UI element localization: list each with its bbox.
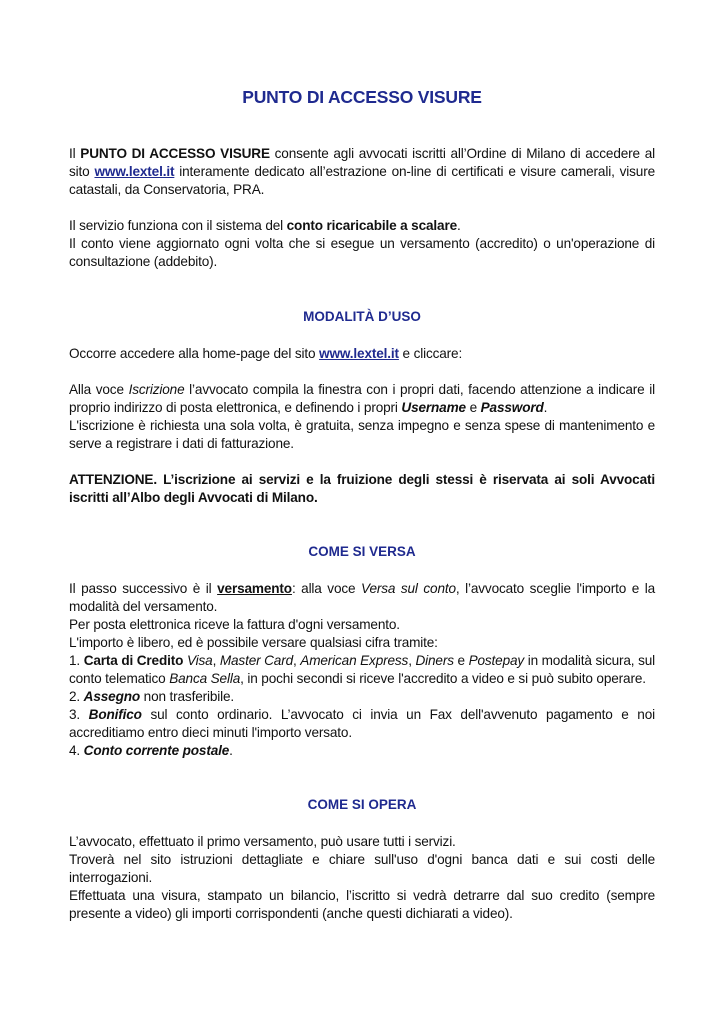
banca-sella-term: Banca Sella — [169, 671, 241, 686]
invoice-note: Per posta elettronica riceve la fattura d'ogni versamento. — [69, 617, 400, 632]
item-number: 4. — [69, 743, 84, 758]
text: l’avvocato compila la finestra con i propri dati, facendo attenzione a indicare il proprio indirizzo di posta elettronica, e definendo i propri — [69, 382, 656, 415]
text: Il passo successivo è il — [69, 581, 218, 596]
payment-option-1 — [69, 652, 655, 688]
registration-note: L'iscrizione è richiesta una sola volta, è gratuita, senza impegno e senza spese di mantenimento e serve a registrare i dati di fatturazione. — [69, 418, 655, 451]
lextel-link[interactable]: www.lextel.it — [319, 346, 399, 361]
password-term: Password — [480, 400, 544, 415]
service-name: PUNTO DI ACCESSO VISURE — [80, 146, 270, 161]
text: Alla voce — [69, 382, 129, 397]
text: Occorre accedere alla home-page del sito — [69, 346, 320, 361]
opera-line-3: Effettuata una visura, stampato un bilancio, l’iscritto si vedrà detrarre dal suo credito (sempre presente a video) gli importi corrispondenti (anche questi dichiarati a video). — [69, 888, 655, 921]
text: e — [465, 400, 481, 415]
text: , l’avvocato sceglie l'importo e la modalità del versamento. — [69, 581, 655, 614]
item-number: 1. — [69, 653, 84, 668]
payment-option-4 — [69, 742, 655, 760]
text: in modalità sicura, sul conto telematico — [69, 653, 656, 686]
text: Il servizio funziona con il sistema del — [69, 218, 287, 233]
versa-intro — [69, 580, 655, 616]
modalita-registration-paragraph — [69, 381, 655, 453]
text: sul conto ordinario. L’avvocato ci invia un Fax dell'avvenuto pagamento e noi accreditiamo entro dieci minuti l'importo versato. — [69, 707, 655, 740]
text: , — [212, 653, 220, 668]
attention-notice: ATTENZIONE. L’iscrizione ai servizi e la fruizione degli stessi è riservata ai soli Avvocati iscritti all’Albo degli Avvocati di Milano. — [69, 472, 655, 505]
amex-term: American Express — [300, 653, 409, 668]
section-heading-modalita: MODALITÀ D’USO — [303, 309, 421, 324]
intro-paragraph — [69, 145, 655, 199]
text: , in pochi secondi si riceve l'accredito a video e si può subito operare. — [240, 671, 646, 686]
text: . — [543, 400, 548, 415]
item-number: 3. — [69, 707, 89, 722]
text: e — [453, 653, 469, 668]
text: e cliccare: — [398, 346, 463, 361]
text: : alla voce — [291, 581, 362, 596]
iscrizione-term: Iscrizione — [128, 382, 185, 397]
text: interamente dedicato all’estrazione on-line di certificati e visure camerali, visure catastali, da Conservatoria, PRA. — [69, 164, 655, 197]
amount-note: L'importo è libero, ed è possibile versare qualsiasi cifra tramite: — [69, 635, 438, 650]
postepay-term: Postepay — [468, 653, 525, 668]
visa-term: Visa — [186, 653, 213, 668]
service-paragraph — [69, 217, 655, 271]
account-type: conto ricaricabile a scalare — [286, 218, 457, 233]
payment-option-2 — [69, 688, 655, 706]
section-heading-opera: COME SI OPERA — [307, 797, 417, 812]
credit-card-term: Carta di Credito — [83, 653, 184, 668]
versamento-term: versamento — [217, 581, 292, 596]
service-line — [69, 217, 655, 235]
lextel-link[interactable]: www.lextel.it — [94, 164, 175, 179]
item-number: 2. — [69, 689, 84, 704]
assegno-term: Assegno — [83, 689, 141, 704]
modalita-access-paragraph — [69, 345, 655, 363]
account-update-text: Il conto viene aggiornato ogni volta che si esegue un versamento (accredito) o un'operazione di consultazione (addebito). — [69, 236, 655, 269]
opera-line-1: L’avvocato, effettuato il primo versamento, può usare tutti i servizi. — [69, 834, 456, 849]
text: . — [457, 218, 461, 233]
versa-sul-conto-term: Versa sul conto — [361, 581, 456, 596]
text: . — [229, 743, 233, 758]
text: , — [293, 653, 301, 668]
mastercard-term: Master Card — [219, 653, 293, 668]
bonifico-term: Bonifico — [88, 707, 142, 722]
text: Il — [69, 146, 81, 161]
payment-option-3 — [69, 706, 655, 742]
document-title: PUNTO DI ACCESSO VISURE — [242, 87, 482, 107]
opera-paragraph — [69, 833, 655, 923]
versa-paragraph — [69, 580, 655, 760]
username-term: Username — [401, 400, 466, 415]
postal-account-term: Conto corrente postale — [83, 743, 230, 758]
opera-line-2: Troverà nel sito istruzioni dettagliate e chiare sull'uso d'ogni banca dati e sui costi delle interrogazioni. — [69, 852, 655, 885]
text: , — [408, 653, 416, 668]
text: consente agli avvocati iscritti all’Ordine di Milano di accedere al sito — [69, 146, 656, 179]
diners-term: Diners — [415, 653, 454, 668]
registration-text — [69, 381, 655, 417]
text: non trasferibile. — [140, 689, 235, 704]
section-heading-versa: COME SI VERSA — [308, 544, 416, 559]
